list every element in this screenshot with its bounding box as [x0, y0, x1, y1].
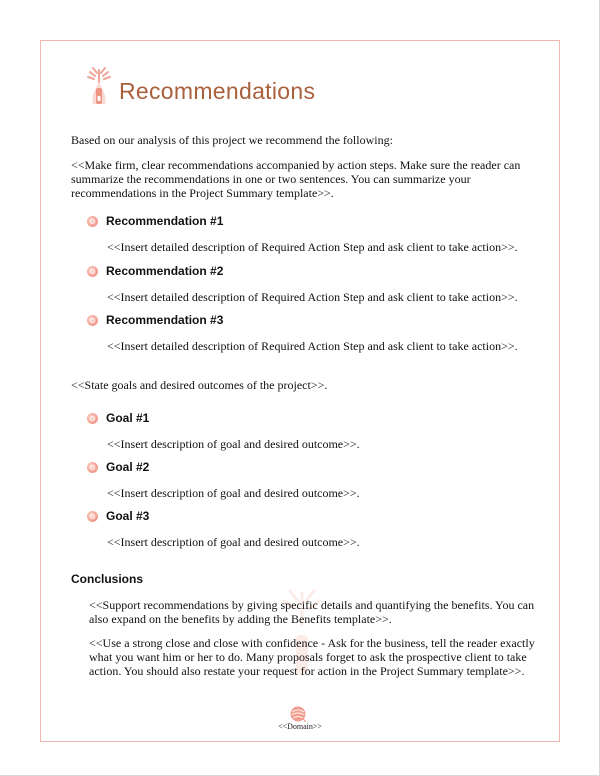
conclusions-paragraph: <<Use a strong close and close with confidence - Ask for the business, tell the reader exactly what you want him or her to do. Many proposals forget to ask the prospective client to take action. You should also restate your request for action in the Project Summary template>>.	[89, 636, 535, 678]
goal-description: <<Insert description of goal and desired outcome>>.	[107, 535, 360, 549]
bullet-icon	[87, 216, 98, 227]
recommendation-label: Recommendation #3	[106, 313, 224, 327]
section-header	[79, 66, 399, 110]
bullet-icon	[87, 266, 98, 277]
recommendation-description: <<Insert detailed description of Required Action Step and ask client to take action>>.	[107, 240, 518, 254]
bullet-icon	[87, 511, 98, 522]
goal-label: Goal #3	[106, 509, 150, 523]
conclusions-paragraph: <<Support recommendations by giving specific details and quantifying the benefits. You can also expand on the benefits by adding the Benefits template>>.	[89, 598, 535, 626]
zipper-pull-icon	[79, 66, 119, 110]
bullet-icon	[87, 462, 98, 473]
goal-label: Goal #2	[106, 460, 150, 474]
recommendation-label: Recommendation #2	[106, 264, 224, 278]
yarn-ball-logo-icon	[289, 705, 307, 723]
conclusions-heading: Conclusions	[71, 572, 144, 586]
page-title: Recommendations	[119, 78, 316, 104]
goal-description: <<Insert description of goal and desired outcome>>.	[107, 486, 360, 500]
recommendation-description: <<Insert detailed description of Required Action Step and ask client to take action>>.	[107, 339, 518, 353]
goal-description: <<Insert description of goal and desired outcome>>.	[107, 437, 360, 451]
bullet-icon	[87, 315, 98, 326]
footer-domain: <<Domain>>	[278, 722, 322, 731]
recommendations-instruction: <<Make firm, clear recommendations accompanied by action steps. Make sure the reader can summarize the recommendations in one or two sentences. You can summarize your recommendations in the Project Summary template>>.	[71, 158, 521, 200]
intro-paragraph: Based on our analysis of this project we recommend the following:	[71, 133, 393, 147]
goal-label: Goal #1	[106, 411, 150, 425]
recommendation-description: <<Insert detailed description of Required Action Step and ask client to take action>>.	[107, 290, 518, 304]
bullet-icon	[87, 413, 98, 424]
recommendation-label: Recommendation #1	[106, 214, 224, 228]
goals-instruction: <<State goals and desired outcomes of the project>>.	[71, 378, 328, 392]
